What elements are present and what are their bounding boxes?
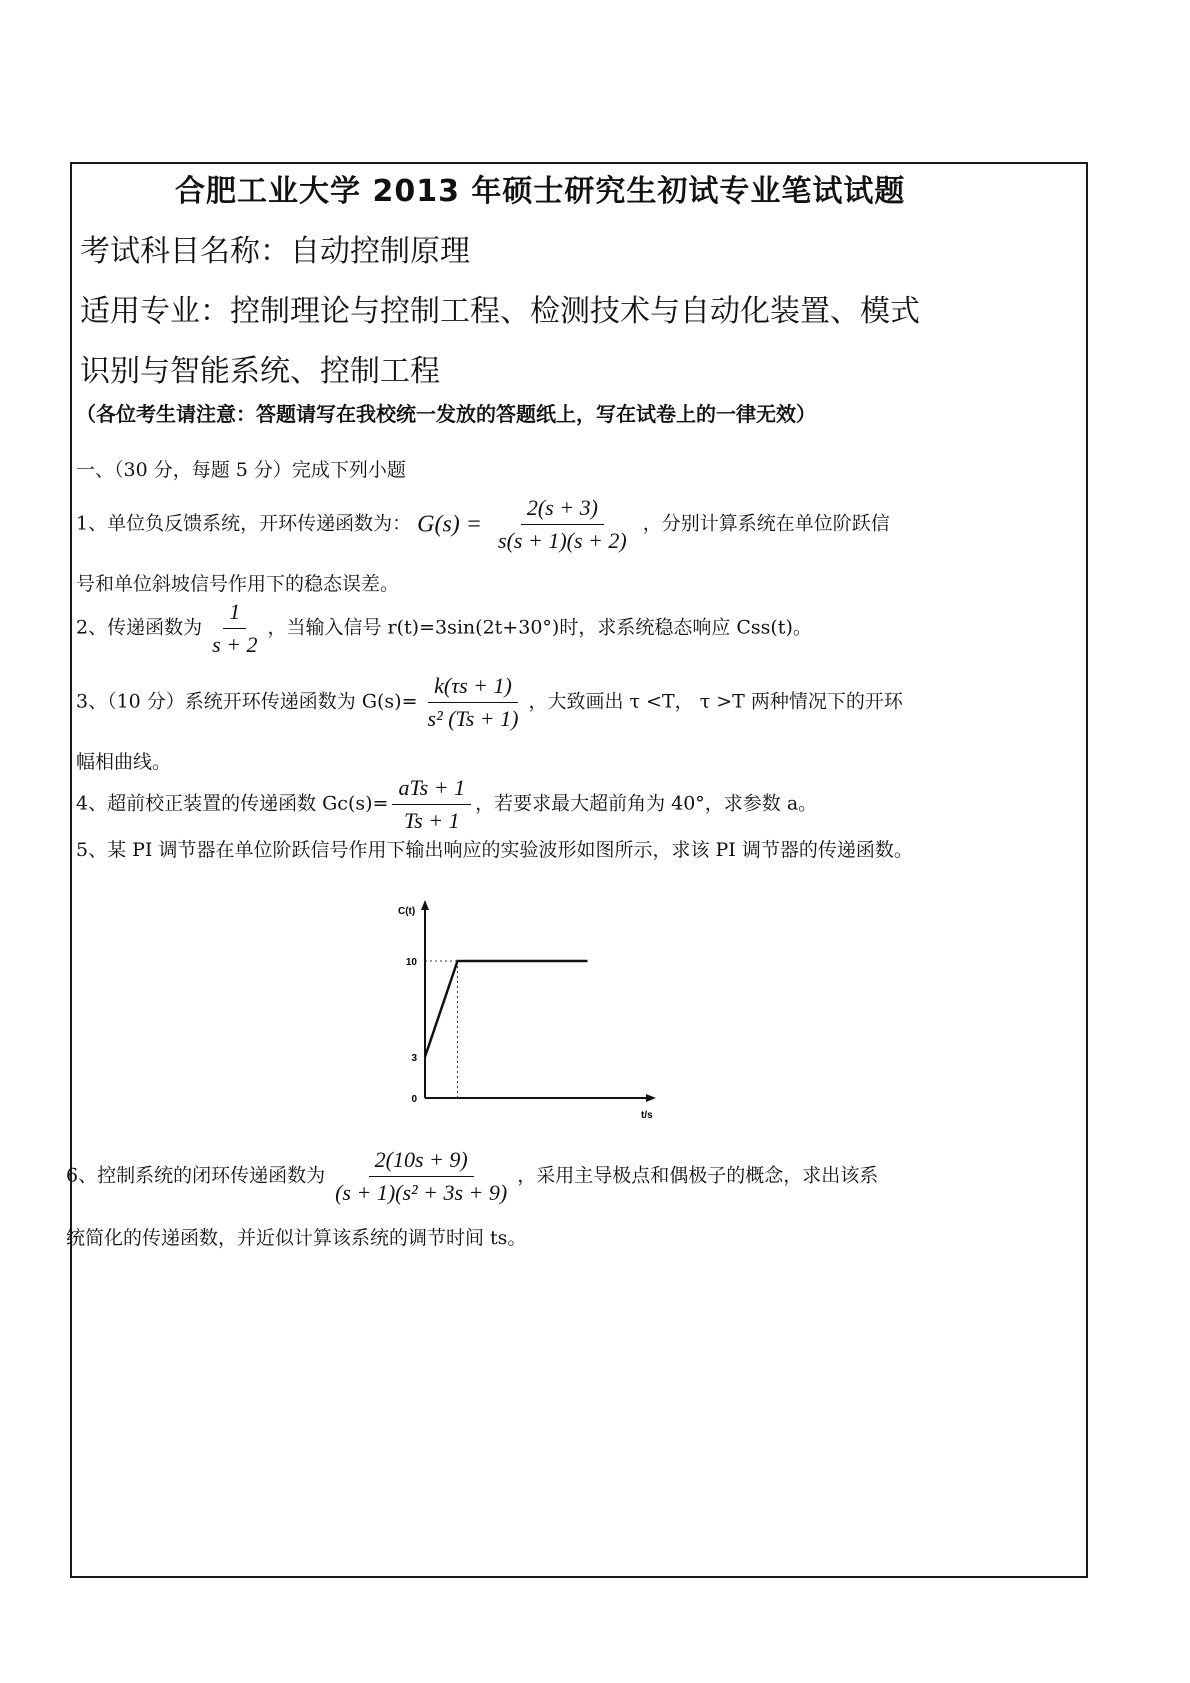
question-2: [76, 598, 812, 659]
q1-fraction: [492, 494, 633, 555]
q4-prefix: 4、超前校正装置的传递函数 Gc(s)=: [76, 792, 389, 815]
q3-suffix: ，大致画出 τ <T， τ >T 两种情况下的开环: [528, 690, 903, 713]
q6-numerator: 2(10s + 9): [369, 1146, 474, 1177]
majors-label: 适用专业：: [80, 294, 230, 329]
q2-numerator: 1: [223, 598, 246, 629]
y-tick-label-1: 3: [411, 1052, 417, 1064]
q1-suffix: ，分别计算系统在单位阶跃信: [642, 512, 890, 535]
q4-denominator: Ts + 1: [403, 808, 460, 833]
notice: （各位考生请注意：答题请写在我校统一发放的答题纸上，写在试卷上的一律无效）: [76, 402, 816, 426]
majors-line: [80, 286, 920, 330]
exam-title: 合肥工业大学 2013 年硕士研究生初试专业笔试试题: [175, 174, 906, 209]
q6-fraction: [329, 1146, 513, 1207]
y-tick-label-2: 10: [405, 957, 417, 968]
subject-value: 自动控制原理: [290, 234, 470, 269]
q6-prefix: 6、控制系统的闭环传递函数为: [66, 1164, 326, 1187]
q3-prefix: 3、（10 分）系统开环传递函数为 G(s)=: [76, 690, 418, 713]
section-heading: 一、（30 分，每题 5 分）完成下列小题: [76, 459, 406, 481]
q4-fraction: [392, 774, 471, 835]
x-axis-label: t/s: [641, 1110, 653, 1121]
y-tick-label-0: 0: [411, 1094, 417, 1105]
y-axis-label: C(t): [398, 906, 416, 917]
question-3-line-2: 幅相曲线。: [76, 751, 172, 773]
response-line: [425, 961, 588, 1057]
q2-prefix: 2、传递函数为: [76, 616, 203, 639]
question-6-line-2: 统简化的传递函数，并近似计算该系统的调节时间 ts。: [66, 1227, 527, 1249]
q4-suffix: ，若要求最大超前角为 40°，求参数 a。: [475, 792, 818, 815]
q2-denominator: s + 2: [212, 632, 258, 657]
question-1: [76, 494, 890, 555]
q2-suffix: ，当输入信号 r(t)=3sin(2t+30°)时，求系统稳态响应 Css(t)。: [267, 616, 812, 639]
y-axis-arrow: [421, 900, 429, 910]
q4-numerator: aTs + 1: [392, 774, 471, 805]
q6-suffix: ，采用主导极点和偶极子的概念，求出该系: [517, 1164, 879, 1187]
q6-denominator: (s + 1)(s² + 3s + 9): [335, 1180, 508, 1205]
question-5: 5、某 PI 调节器在单位阶跃信号作用下输出响应的实验波形如图所示，求该 PI 调节器的传递函数。: [76, 839, 913, 861]
question-1-line-2: 号和单位斜坡信号作用下的稳态误差。: [76, 573, 400, 595]
q2-fraction: [206, 598, 263, 659]
q1-denominator: s(s + 1)(s + 2): [498, 528, 627, 553]
q1-numerator: 2(s + 3): [521, 494, 604, 525]
q3-denominator: s² (Ts + 1): [427, 706, 519, 731]
question-4: [76, 774, 817, 835]
pi-response-chart: [380, 896, 700, 1126]
q1-lhs: G(s) =: [417, 511, 482, 538]
question-6: [66, 1146, 878, 1207]
subject-label: 考试科目名称：: [80, 234, 290, 269]
majors-value: 控制理论与控制工程、检测技术与自动化装置、模式: [230, 294, 920, 329]
x-axis-arrow: [646, 1094, 656, 1102]
q1-prefix: 1、单位负反馈系统，开环传递函数为：: [76, 512, 412, 535]
question-3: [76, 672, 903, 733]
majors-line-2: 识别与智能系统、控制工程: [80, 354, 440, 389]
q3-numerator: k(τs + 1): [428, 672, 518, 703]
q3-fraction: [422, 672, 525, 733]
subject-line: [80, 226, 470, 270]
